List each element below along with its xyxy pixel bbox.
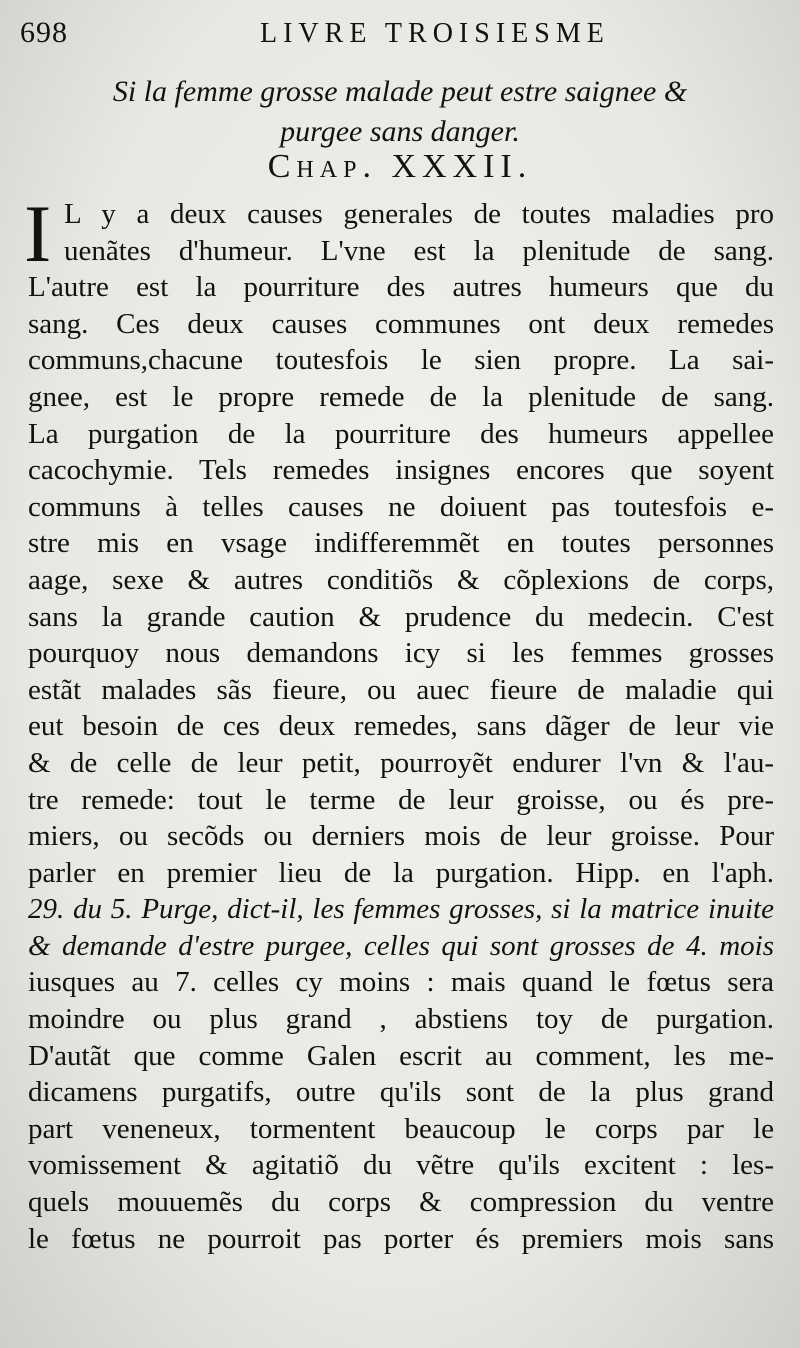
text-line: L y a deux causes generales de toutes maladies pro <box>64 198 774 230</box>
text-line: estãt malades sãs fieure, ou auec fieure de maladie qui <box>28 673 774 706</box>
running-title: LIVRE TROISIESME <box>260 18 610 49</box>
text-line: L'autre est la pourriture des autres humeurs que du <box>28 271 774 304</box>
text-line: vomissement & agitatiõ du vẽtre qu'ils excitent : les- <box>28 1149 774 1182</box>
text-line: parler en premier lieu de la purgation. Hipp. en l'aph. <box>28 856 774 889</box>
text-line: eut besoin de ces deux remedes, sans dãger de leur vie <box>28 710 774 743</box>
text-line: pourquoy nous demandons icy si les femmes grosses <box>28 637 774 670</box>
text-line: communs à telles causes ne doiuent pas toutesfois e- <box>28 490 774 523</box>
text-line: miers, ou secõds ou derniers mois de leur groisse. Pour <box>28 820 774 853</box>
chapter-heading <box>60 72 740 152</box>
text-line: cacochymie. Tels remedes insignes encores que soyent <box>28 454 774 487</box>
chapter-heading-line-2: purgee sans danger. <box>280 115 520 148</box>
text-line: La purgation de la pourriture des humeurs appellee <box>28 417 774 450</box>
text-line: sang. Ces deux causes communes ont deux remedes <box>28 307 774 340</box>
body-text <box>24 188 774 1257</box>
text-line: aage, sexe & autres conditiõs & cõplexions de corps, <box>28 563 774 596</box>
text-line: & de celle de leur petit, pourroyẽt endurer l'vn & l'au- <box>28 746 774 779</box>
text-line: dicamens purgatifs, outre qu'ils sont de la plus grand <box>28 1076 774 1109</box>
text-line: uenãtes d'humeur. L'vne est la plenitude de sang. <box>64 234 774 267</box>
text-line: tre remede: tout le terme de leur groisse, ou és pre- <box>28 783 774 816</box>
text-line: communs,chacune toutesfois le sien propre. La sai- <box>28 344 774 377</box>
chapter-heading-line-1: Si la femme grosse malade peut estre saignee & <box>112 75 688 108</box>
text-line: part veneneux, tormentent beaucoup le corps par le <box>28 1112 774 1145</box>
drop-cap: I <box>24 188 52 279</box>
text-line: le fœtus ne pourroit pas porter és premiers mois sans <box>28 1222 774 1255</box>
page-number: 698 <box>20 16 68 49</box>
text-line: quels mouuemẽs du corps & compression du ventre <box>28 1186 774 1219</box>
running-head <box>20 14 770 54</box>
text-line: & demande d'estre purgee, celles qui sont grosses de 4. mois <box>28 929 774 962</box>
text-line: stre mis en vsage indifferemmẽt en toutes personnes <box>28 527 774 560</box>
text-line: gnee, est le propre remede de la plenitude de sang. <box>28 380 774 413</box>
text-line: iusques au 7. celles cy moins : mais quand le fœtus sera <box>28 966 774 999</box>
text-line: 29. du 5. Purge, dict-il, les femmes grosses, si la matrice inuite <box>28 893 774 926</box>
text-line: D'autãt que comme Galen escrit au comment, les me- <box>28 1039 774 1072</box>
text-line: sans la grande caution & prudence du medecin. C'est <box>28 600 774 633</box>
text-line: moindre ou plus grand , abstiens toy de purgation. <box>28 1003 774 1036</box>
chapter-number: Chap. XXXII. <box>267 148 533 185</box>
